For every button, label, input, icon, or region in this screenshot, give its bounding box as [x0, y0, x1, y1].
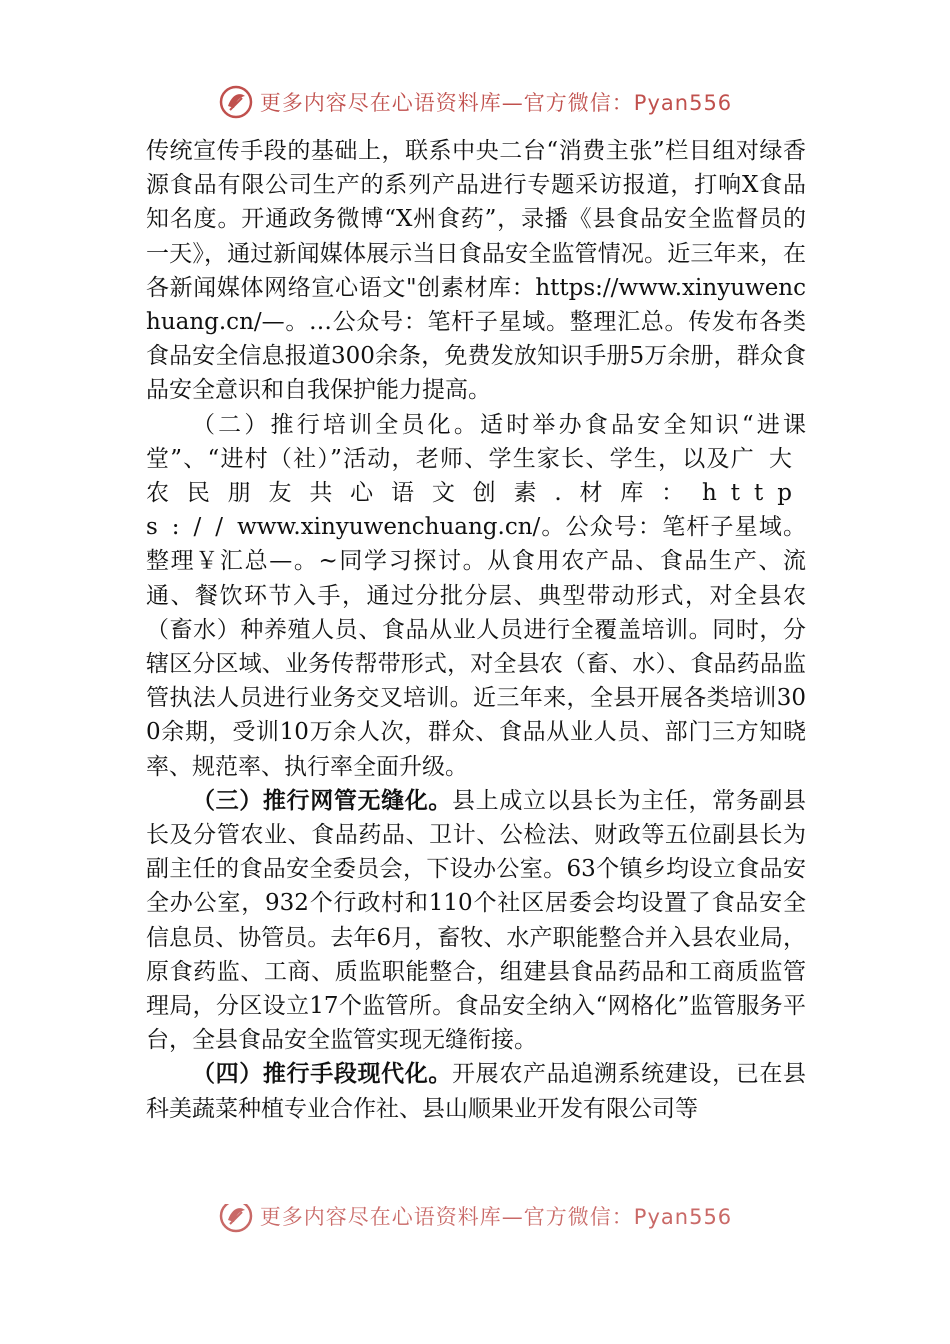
watermark-text: 更多内容尽在心语资料库—官方微信：Pyan556: [259, 91, 733, 115]
modernization-text: 开展农产品追溯系统建设，已在县科美蔬菜种植专业合作社、县山顺果业开发有限公司等: [146, 1061, 807, 1122]
training-text-b: 广大农民朋友共心语文创素.材库：https://: [146, 445, 806, 541]
training-text-c: www.xinyuwenchuang.cn/。公众号：笔杆子星域。整理￥汇总—。~同学习探讨。从食用农产品、食品生产、流通、餐饮环节入手，通过分批分层、典型带动形式，对全县农（畜水）种养殖人员、食品从业人员进行全覆盖培训。同时，分辖区分区域、业务传帮带形式，对全县农（畜、水）、食品药品监管执法人员进行业务交叉培训。近三年来，全县开展各类培训300余期，受训10万余人次，群众、食品从业人员、部门三方知晓率、规范率、执行率全面升级。: [146, 514, 806, 780]
training-text-a: （二）推行培训全员化。适时举办食品安全知识“进课堂”、“进村（社）”活动，老师、学生家长、学生，以及: [146, 411, 806, 472]
header-watermark: [0, 82, 950, 122]
paragraph-training: [146, 408, 806, 784]
paragraph-network: [146, 784, 806, 1058]
seal-logo-icon: [218, 1204, 254, 1234]
footer-watermark: [0, 1204, 950, 1238]
seal-logo-icon: [218, 84, 254, 120]
paragraph-modernization: [146, 1057, 806, 1125]
modernization-heading: （四）推行手段现代化。: [192, 1060, 453, 1088]
document-body: [146, 134, 806, 1126]
network-text: 县上成立以县长为主任，常务副县长及分管农业、食品药品、卫计、公检法、财政等五位副县长为副主任的食品安全委员会，下设办公室。63个镇乡均设立食品安全办公室，932个行政村和110个社区居委会均设置了食品安全信息员、协管员。去年6月，畜牧、水产职能整合并入县农业局，原食药监、工商、质监职能整合，组建县食品药品和工商质监管理局，分区设立17个监管所。食品安全纳入“网格化”监管服务平台，全县食品安全监管实现无缝衔接。: [146, 787, 807, 1054]
paragraph-publicity: 传统宣传手段的基础上，联系中央二台“消费主张”栏目组对绿香源食品有限公司生产的系列产品进行专题采访报道，打响X食品知名度。开通政务微博“X州食药”，录播《县食品安全监督员的一天》，通过新闻媒体展示当日食品安全监管情况。近三年来，在各新闻媒体网络宣心语文"创素材库：https://www.xinyuwenchuang.cn/—。…公众号：笔杆子星域。整理汇总。传发布各类食品安全信息报道300余条，免费发放知识手册5万余册，群众食品安全意识和自我保护能力提高。: [146, 138, 806, 404]
network-heading: （三）推行网管无缝化。: [192, 786, 453, 814]
watermark-text: 更多内容尽在心语资料库—官方微信：Pyan556: [259, 1205, 733, 1229]
